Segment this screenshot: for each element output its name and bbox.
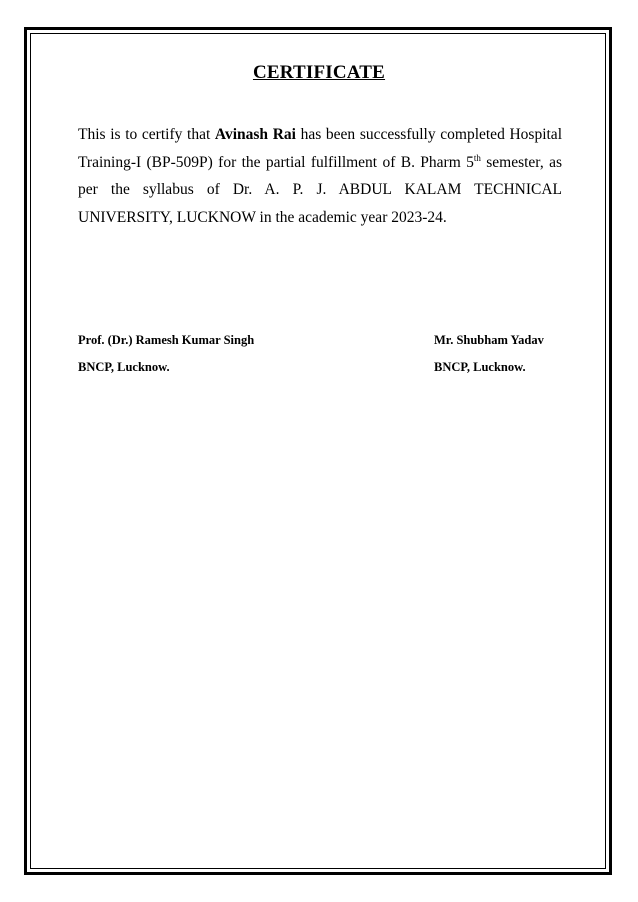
ordinal-superscript: th <box>473 152 481 163</box>
signatory-left-institution: BNCP, Lucknow. <box>78 360 170 374</box>
signatory-right-institution: BNCP, Lucknow. <box>434 360 526 374</box>
signatory-right-name: Mr. Shubham Yadav <box>434 333 544 347</box>
certificate-title: CERTIFICATE <box>252 62 386 83</box>
body-intro: This is to certify that <box>78 126 215 143</box>
signatory-left-name: Prof. (Dr.) Ramesh Kumar Singh <box>78 333 255 347</box>
body-text-part1: has been successfully completed Hospital Training-I (BP-509P) for the partial fulfillment of B. Pharm 5 <box>78 126 562 171</box>
signatory-right <box>434 327 544 381</box>
student-name: Avinash Rai <box>214 126 296 143</box>
signatory-left <box>78 327 254 381</box>
body-text-part2: semester, as per the syllabus of Dr. A. P. J. ABDUL KALAM TECHNICAL UNIVERSITY, LUCKNOW in the academic year 2023-24. <box>78 153 562 226</box>
certificate-body <box>78 121 562 231</box>
